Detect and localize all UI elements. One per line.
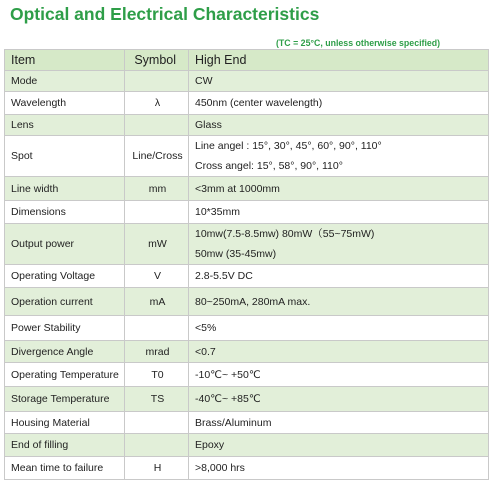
row-symbol [125,316,189,341]
row-value-line: 50mw (35-45mw) [195,248,277,260]
table-row [5,434,489,457]
row-item-name: End of filling [5,434,125,457]
row-item-name: Operating Voltage [5,265,125,288]
table-row [5,177,489,201]
row-symbol: Line/Cross [125,136,189,177]
row-value [189,341,489,363]
row-value-line: Line angel : 15°, 30°, 45°, 60°, 90°, 110° [195,140,382,152]
row-symbol: mW [125,224,189,265]
row-value-line: -10℃~ +50℃ [195,368,261,381]
row-symbol: T0 [125,363,189,387]
row-value-line: 10*35mm [195,206,240,218]
row-symbol [125,115,189,136]
header-item: Item [5,50,125,71]
table-row [5,136,489,177]
row-value [189,387,489,412]
row-value [189,412,489,434]
row-value-line: 10mw(7.5-8.5mw) 80mW（55~75mW) [195,228,375,240]
row-symbol: TS [125,387,189,412]
row-value-line: 80~250mA, 280mA max. [195,295,311,308]
row-value [189,288,489,316]
row-symbol: mA [125,288,189,316]
row-value-line: Brass/Aluminum [195,416,272,429]
row-value [189,434,489,457]
table-row [5,71,489,92]
row-value-line: -40℃~ +85℃ [195,393,261,405]
row-item-name: Housing Material [5,412,125,434]
row-item-name: Power Stability [5,316,125,341]
row-symbol [125,71,189,92]
row-item-name: Mode [5,71,125,92]
table-row [5,316,489,341]
row-value [189,363,489,387]
row-item-name: Operation current [5,288,125,316]
row-value-line: Cross angel: 15°, 58°, 90°, 110° [195,160,343,172]
row-item-name: Output power [5,224,125,265]
table-row [5,201,489,224]
row-value-line: Glass [195,119,222,131]
row-value-line: >8,000 hrs [195,462,245,474]
table-row [5,363,489,387]
row-value [189,136,489,177]
row-value-line: <0.7 [195,345,216,358]
row-symbol: mrad [125,341,189,363]
row-symbol: V [125,265,189,288]
row-item-name: Divergence Angle [5,341,125,363]
row-value [189,224,489,265]
row-item-name: Storage Temperature [5,387,125,412]
table-row [5,265,489,288]
row-item-name: Lens [5,115,125,136]
row-value [189,115,489,136]
row-value [189,71,489,92]
table-row [5,412,489,434]
row-value [189,201,489,224]
row-value-line: 450nm (center wavelength) [195,97,323,109]
row-item-name: Wavelength [5,92,125,115]
table-row [5,288,489,316]
table-row [5,387,489,412]
table-row [5,457,489,480]
row-value [189,316,489,341]
row-symbol: mm [125,177,189,201]
row-value-line: <5% [195,322,217,334]
table-header-row [5,50,489,71]
table-row [5,341,489,363]
row-value-line: 2.8-5.5V DC [195,270,253,282]
row-item-name: Mean time to failure [5,457,125,480]
header-value: High End [189,50,489,71]
row-value [189,265,489,288]
header-symbol: Symbol [125,50,189,71]
row-value [189,457,489,480]
row-value-line: Epoxy [195,439,225,451]
condition-note: (TC = 25°C, unless otherwise specified) [276,38,441,48]
row-item-name: Spot [5,136,125,177]
row-value-line: CW [195,75,213,87]
table-row [5,115,489,136]
table-row [5,92,489,115]
row-item-name: Line width [5,177,125,201]
row-symbol [125,412,189,434]
row-item-name: Operating Temperature [5,363,125,387]
page-title: Optical and Electrical Characteristics [10,4,320,24]
row-value-line: <3mm at 1000mm [195,182,280,195]
row-symbol [125,434,189,457]
row-symbol: H [125,457,189,480]
row-value [189,92,489,115]
row-item-name: Dimensions [5,201,125,224]
spec-table [4,49,489,480]
row-value [189,177,489,201]
row-symbol: λ [125,92,189,115]
row-symbol [125,201,189,224]
table-row [5,224,489,265]
